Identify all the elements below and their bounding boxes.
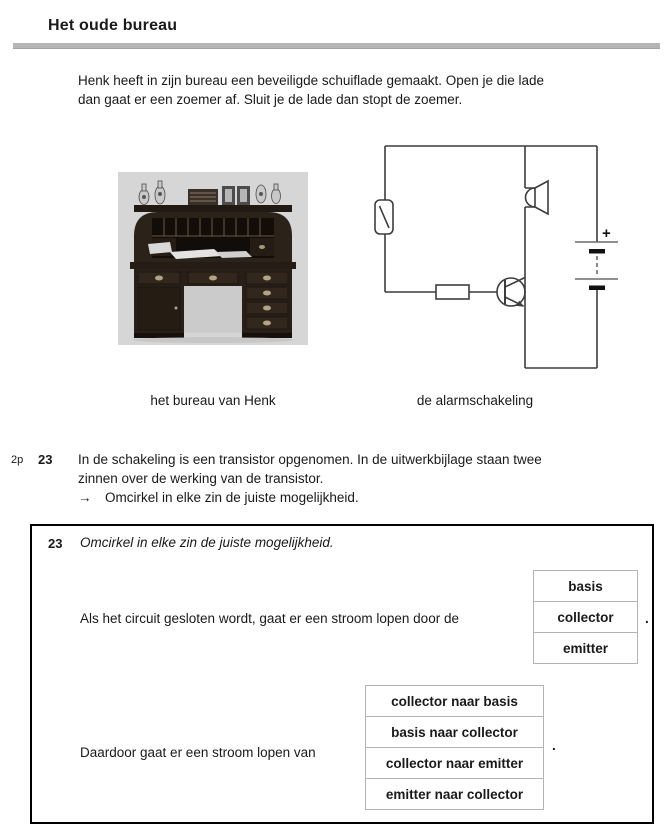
question-text xyxy=(78,450,638,507)
question-points: 2p xyxy=(11,454,24,466)
intro-line-2: dan gaat er een zoemer af. Sluit je de lade dan stopt de zoemer. xyxy=(78,92,463,107)
option-collector[interactable]: collector xyxy=(533,601,638,633)
title-divider xyxy=(13,43,660,49)
option-basis[interactable]: basis xyxy=(533,570,638,602)
question-instruction-line xyxy=(78,488,638,507)
battery-plus-label: + xyxy=(602,225,611,242)
arrow-icon: → xyxy=(78,490,92,505)
option-collector-naar-basis[interactable]: collector naar basis xyxy=(365,685,544,717)
sentence-2: Daardoor gaat er een stroom lopen van xyxy=(80,745,316,760)
caption-desk: het bureau van Henk xyxy=(150,393,276,408)
answer-box xyxy=(30,524,654,824)
sentence-2-period: . xyxy=(552,738,556,753)
desk-photo-image xyxy=(118,172,308,345)
desk-photo xyxy=(118,172,308,345)
alarm-circuit-diagram xyxy=(360,130,640,390)
switch-symbol xyxy=(375,200,393,234)
question-instruction: Omcirkel in elke zin de juiste mogelijkheid. xyxy=(105,490,359,505)
option-emitter-naar-collector[interactable]: emitter naar collector xyxy=(365,778,544,810)
battery-symbol xyxy=(575,242,618,290)
option-emitter[interactable]: emitter xyxy=(533,632,638,664)
resistor-symbol xyxy=(436,285,469,299)
question-line-1: In de schakeling is een transistor opgenomen. In de uitwerkbijlage staan twee xyxy=(78,452,542,467)
sentence-1: Als het circuit gesloten wordt, gaat er een stroom lopen door de xyxy=(80,611,459,626)
page-title: Het oude bureau xyxy=(48,17,178,34)
answer-box-instruction: Omcirkel in elke zin de juiste mogelijkheid. xyxy=(80,535,334,550)
intro-line-1: Henk heeft in zijn bureau een beveiligde schuiflade gemaakt. Open je die lade xyxy=(78,73,545,88)
options-sentence-2 xyxy=(365,685,544,810)
question-number: 23 xyxy=(38,452,53,467)
circuit-wires xyxy=(385,146,597,368)
transistor-symbol xyxy=(497,278,525,307)
option-collector-naar-emitter[interactable]: collector naar emitter xyxy=(365,747,544,779)
circuit-svg xyxy=(360,130,640,390)
option-basis-naar-collector[interactable]: basis naar collector xyxy=(365,716,544,748)
answer-box-number: 23 xyxy=(48,536,63,551)
buzzer-symbol xyxy=(525,181,548,214)
intro-paragraph xyxy=(78,71,618,109)
question-line-2: zinnen over de werking van de transistor. xyxy=(78,471,324,486)
caption-circuit: de alarmschakeling xyxy=(416,393,534,408)
options-sentence-1 xyxy=(533,570,638,664)
sentence-1-period: . xyxy=(645,611,649,626)
